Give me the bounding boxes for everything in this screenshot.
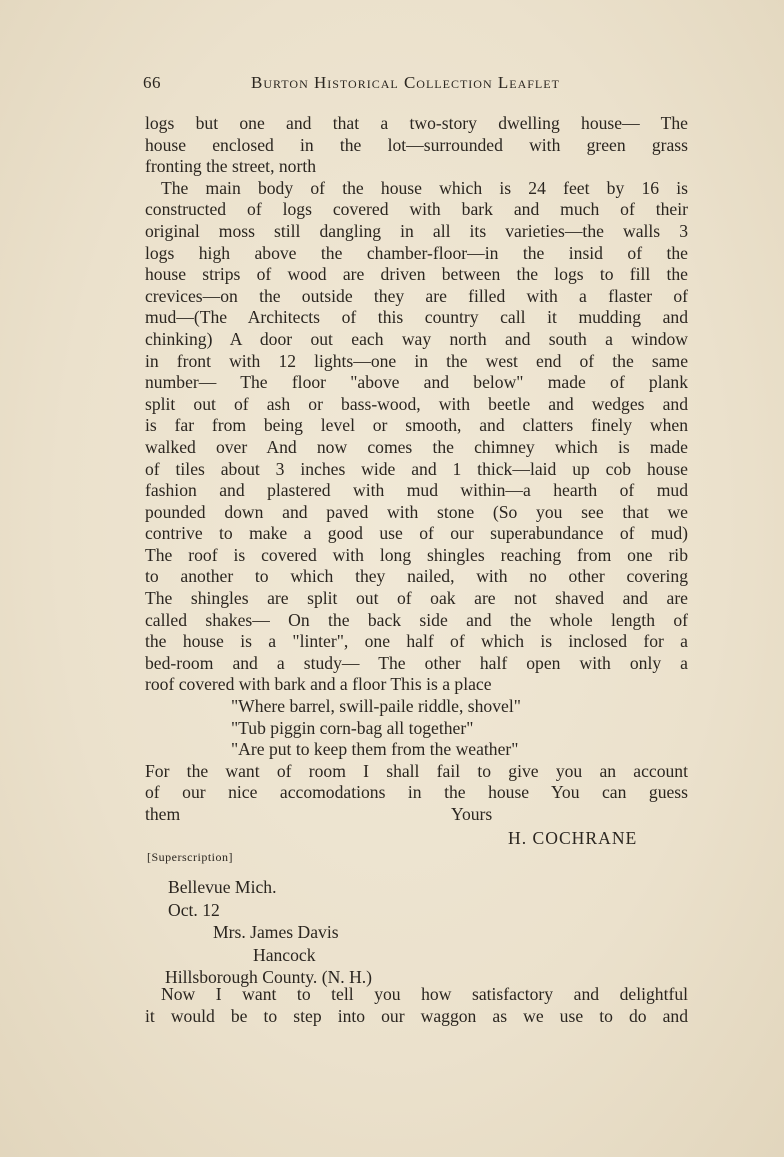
body-line: in front with 12 lights—one in the west end of the same — [145, 350, 688, 371]
body-line: walked over And now comes the chimney which is made — [145, 436, 688, 457]
body-line: is far from being level or smooth, and clatters finely when — [145, 415, 688, 436]
body-line: original moss still dangling in all its varieties—the walls 3 — [145, 220, 688, 241]
body-line: The roof is covered with long shingles reaching from one rib — [145, 544, 688, 565]
address-line: Oct. 12 — [168, 899, 220, 920]
page-header — [143, 73, 688, 93]
body-line: called shakes— On the back side and the whole length of — [145, 609, 688, 630]
body-line: The shingles are split out of oak are not shaved and are — [145, 588, 688, 609]
body-line: contrive to make a good use of our superabundance of mud) — [145, 523, 688, 544]
body-line: number— The floor "above and below" made of plank — [145, 372, 688, 393]
signature: H. COCHRANE — [508, 827, 638, 848]
closing-paragraph — [145, 983, 688, 1027]
valediction: Yours — [451, 804, 493, 824]
address-line: Bellevue Mich. — [168, 877, 277, 897]
body-line: For the want of room I shall fail to give you an account — [145, 760, 688, 781]
body-line: logs but one and that a two-story dwelling house— The — [145, 113, 688, 133]
body-line: logs high above the chamber-floor—in the insid of the — [145, 242, 688, 263]
running-head: Burton Historical Collection Leaflet — [251, 73, 560, 92]
address-line: Hillsborough County. (N. H.) — [165, 967, 373, 987]
body-line: of our nice accomodations in the house You can guess — [145, 782, 688, 803]
verse-line: "Where barrel, swill-paile riddle, shovel" — [231, 696, 521, 717]
verse-line: "Are put to keep them from the weather" — [231, 739, 519, 760]
body-line: The main body of the house which is 24 feet by 16 is — [161, 177, 688, 198]
body-line: Now I want to tell you how satisfactory and delightful — [161, 984, 688, 1004]
letter-body — [145, 113, 688, 850]
body-line: it would be to step into our waggon as we use to do and — [145, 1006, 688, 1026]
superscription-label: [Superscription] — [147, 850, 233, 864]
body-line: split out of ash or bass-wood, with beetle and wedges and — [145, 393, 688, 414]
address-line: Hancock — [253, 944, 316, 965]
body-line: fronting the street, north — [145, 156, 317, 177]
body-line: house strips of wood are driven between the logs to fill the — [145, 264, 688, 285]
body-line: mud—(The Architects of this country call it mudding and — [145, 307, 688, 328]
body-line: roof covered with bark and a floor This is a place — [145, 674, 492, 695]
address-line: Mrs. James Davis — [213, 922, 339, 942]
body-line: pounded down and paved with stone (So you see that we — [145, 501, 688, 522]
verse-line: "Tub piggin corn-bag all together" — [231, 717, 474, 738]
body-line: of tiles about 3 inches wide and 1 thick—laid up cob house — [145, 458, 688, 479]
closing-row — [145, 804, 688, 826]
body-line: chinking) A door out each way north and south a window — [145, 328, 688, 349]
body-line: to another to which they nailed, with no other covering — [145, 566, 688, 587]
body-line: house enclosed in the lot—surrounded with green grass — [145, 134, 688, 155]
address-block — [145, 876, 688, 989]
closing-word: them — [145, 804, 181, 824]
body-line: constructed of logs covered with bark and much of their — [145, 199, 688, 220]
body-line: the house is a "linter", one half of which is inclosed for a — [145, 631, 688, 652]
page-number: 66 — [143, 73, 161, 92]
body-line: fashion and plastered with mud within—a hearth of mud — [145, 480, 688, 501]
body-line: crevices—on the outside they are filled with a flaster of — [145, 285, 688, 306]
body-line: bed-room and a study— The other half open with only a — [145, 652, 688, 673]
